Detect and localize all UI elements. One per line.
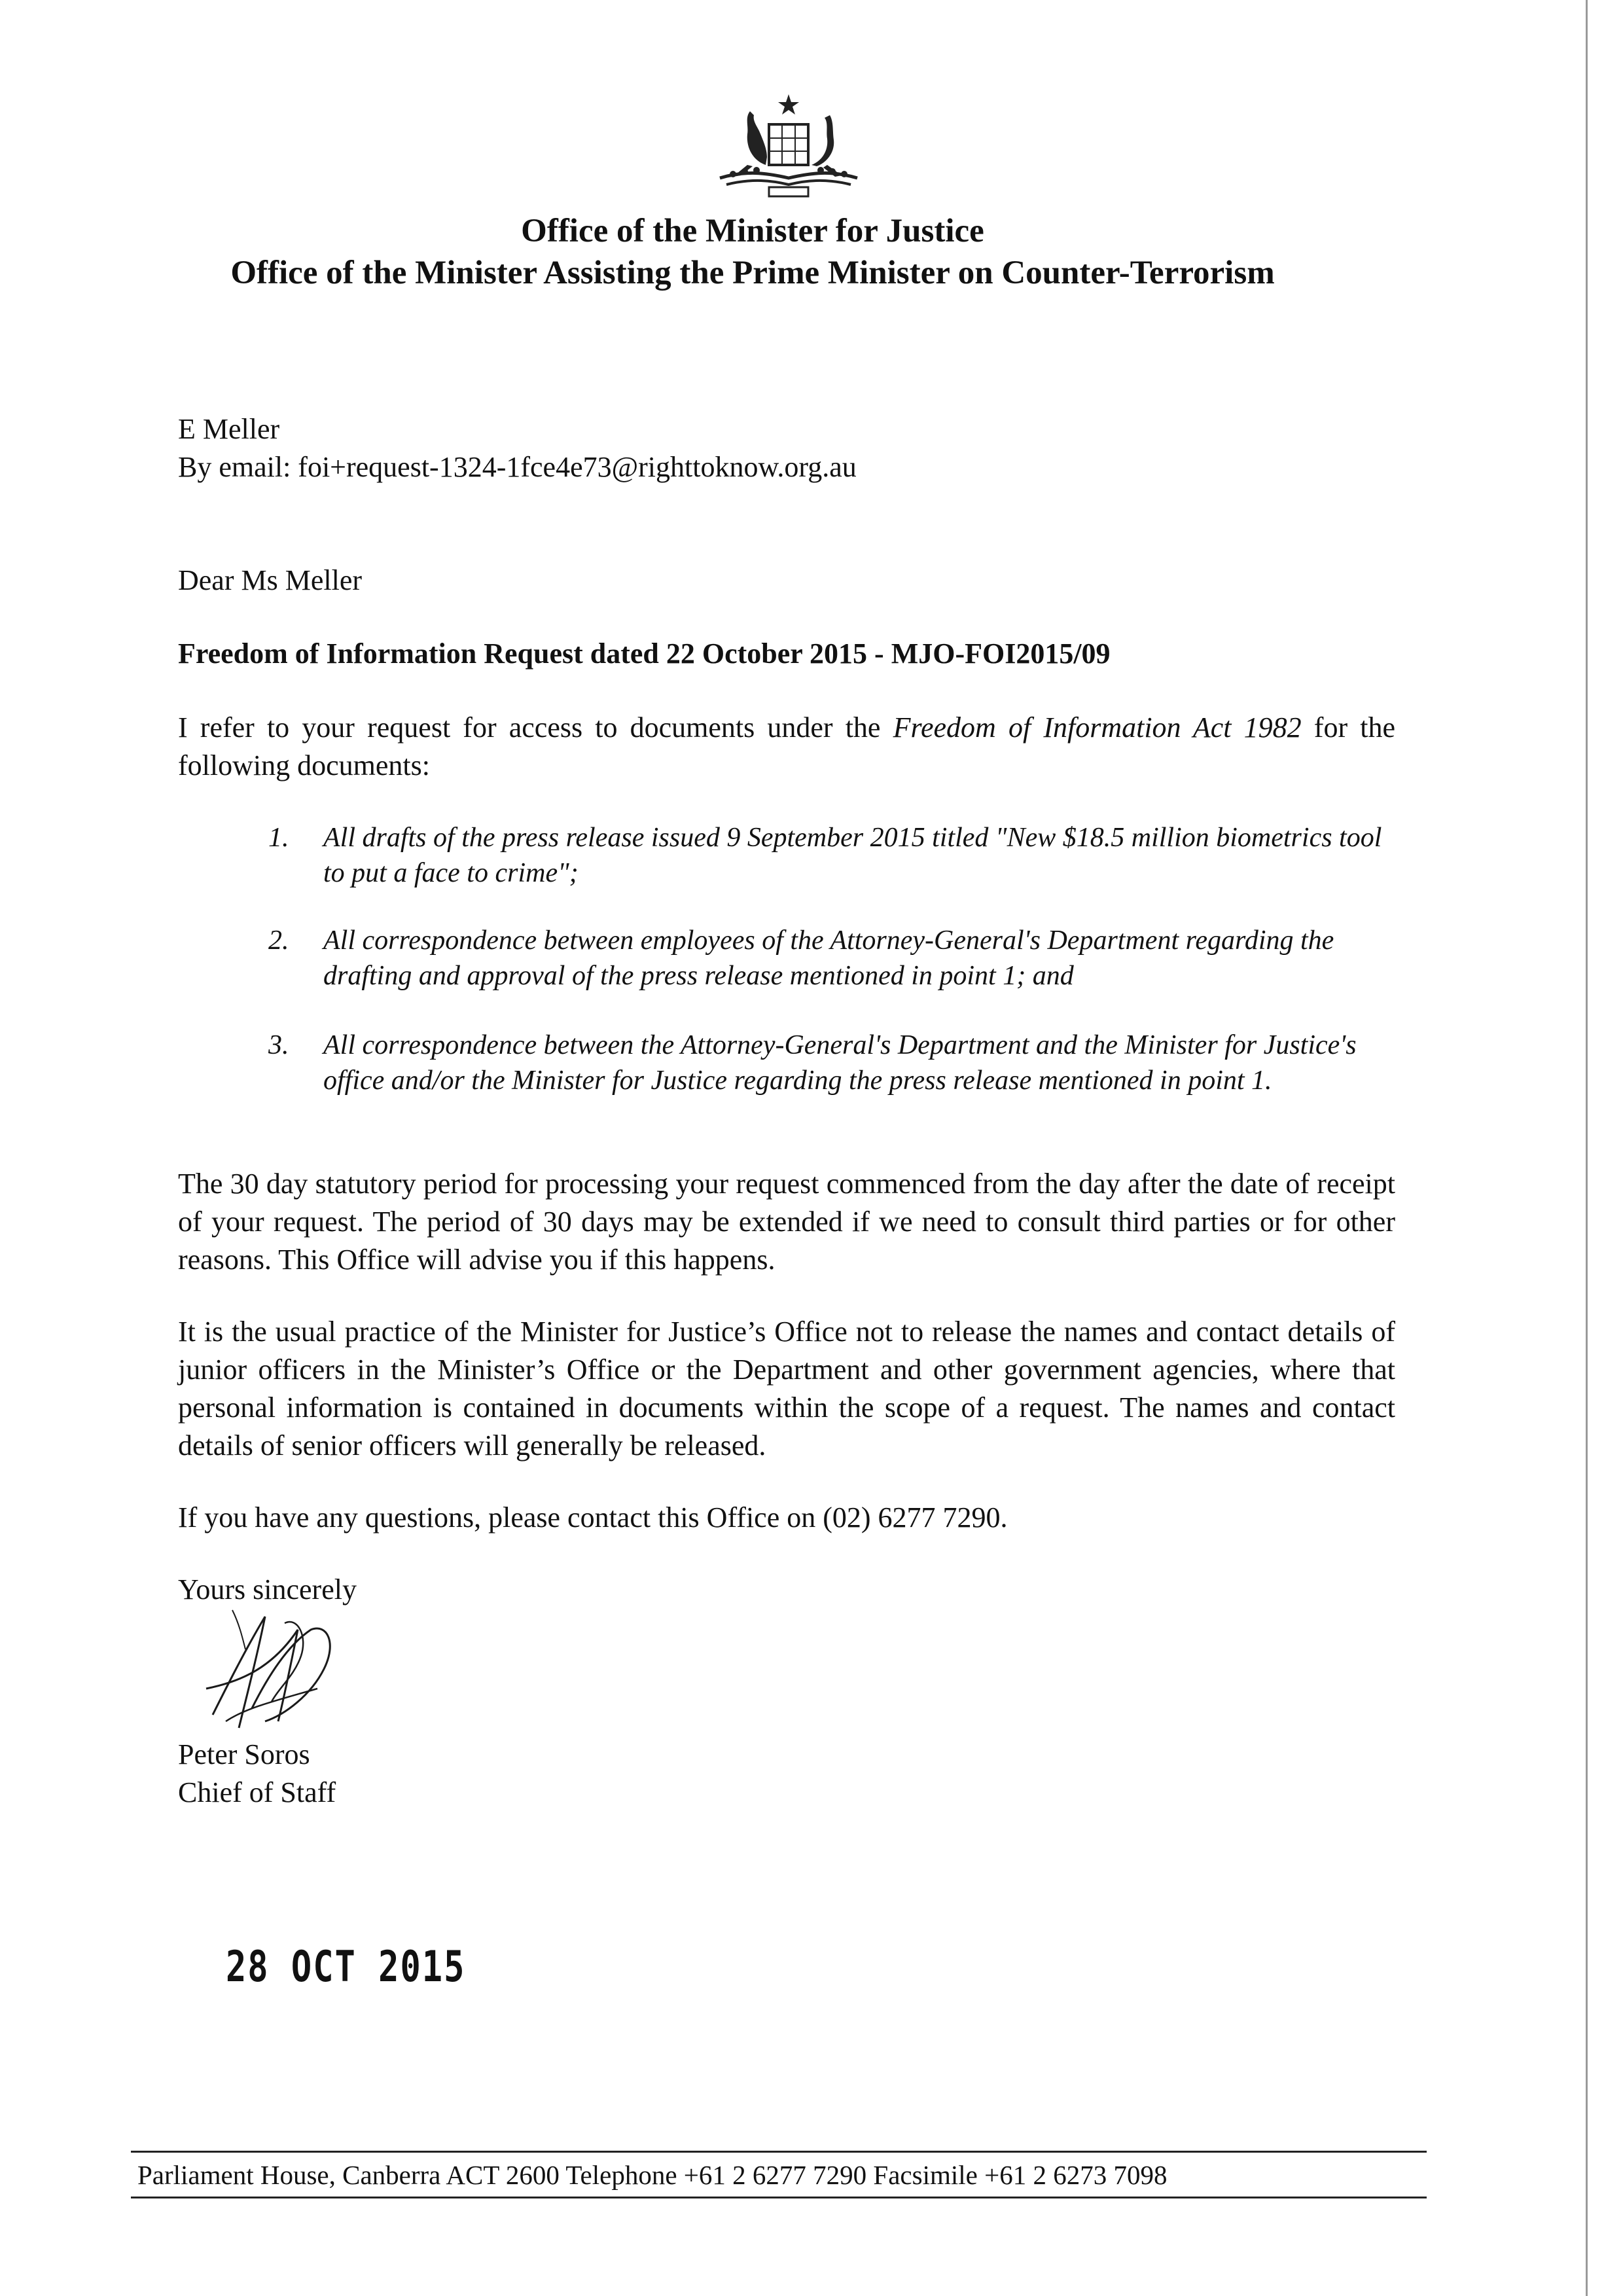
list-item-text: All drafts of the press release issued 9 September 2015 titled "New $18.5 million biometrics tool to put a face to crime"; <box>323 823 1382 888</box>
signatory-title: Chief of Staff <box>178 1776 336 1808</box>
list-item <box>268 1028 1394 1098</box>
signatory-name: Peter Soros <box>178 1738 310 1770</box>
footer-rule-bottom <box>131 2197 1427 2198</box>
list-item-number: 3. <box>268 1030 289 1060</box>
date-stamp: 28 OCT 2015 <box>226 1943 466 1992</box>
act-title: Freedom of Information Act 1982 <box>893 711 1302 744</box>
subject-line: Freedom of Information Request dated 22 October 2015 - MJO-FOI2015/09 <box>178 637 1111 670</box>
list-item <box>268 923 1394 994</box>
recipient-email: By email: foi+request-1324-1fce4e73@righttoknow.org.au <box>178 451 857 483</box>
scan-edge-line <box>1586 0 1588 2296</box>
intro-before: I refer to your request for access to documents under the <box>178 711 893 744</box>
footer-rule-top <box>131 2151 1427 2153</box>
office-title: Office of the Minister for Justice <box>521 213 984 249</box>
recipient-name: E Meller <box>178 413 280 445</box>
contact-paragraph: If you have any questions, please contact this Office on (02) 6277 7290. <box>178 1501 1008 1534</box>
list-item-text: All correspondence between the Attorney-General's Department and the Minister for Justice's office and/or the Minister for Justice regarding the press release mentioned in point 1. <box>323 1030 1357 1096</box>
list-item-number: 2. <box>268 925 289 956</box>
processing-paragraph: The 30 day statutory period for processing your request commenced from the day after the date of receipt of your request. The period of 30 days may be extended if we need to consult third parties or for other reasons. This Office will advise you if this happens. <box>178 1168 1395 1276</box>
list-item-text: All correspondence between employees of the Attorney-General's Department regarding the drafting and approval of the press release mentioned in point 1; and <box>323 925 1334 991</box>
salutation: Dear Ms Meller <box>178 564 363 596</box>
intro-after: for the following documents: <box>178 711 1395 781</box>
office-subtitle: Office of the Minister Assisting the Prime Minister on Counter-Terrorism <box>230 255 1275 291</box>
closing: Yours sincerely <box>178 1573 357 1605</box>
list-item <box>268 820 1394 891</box>
list-item-number: 1. <box>268 823 289 853</box>
footer-address: Parliament House, Canberra ACT 2600 Telephone +61 2 6277 7290 Facsimile +61 2 6273 7098 <box>137 2160 1168 2190</box>
signature-image <box>187 1590 370 1754</box>
coat-of-arms-icon <box>707 92 870 203</box>
recipient-block <box>178 410 1395 486</box>
privacy-paragraph: It is the usual practice of the Minister for Justice’s Office not to release the names and contact details of junior officers in the Minister’s Office or the Department and other government agencies, where that personal information is contained in documents within the scope of a request. The names and contact details of senior officers will generally be released. <box>178 1316 1395 1462</box>
signatory-block <box>178 1736 1395 1812</box>
intro-paragraph <box>178 709 1395 785</box>
